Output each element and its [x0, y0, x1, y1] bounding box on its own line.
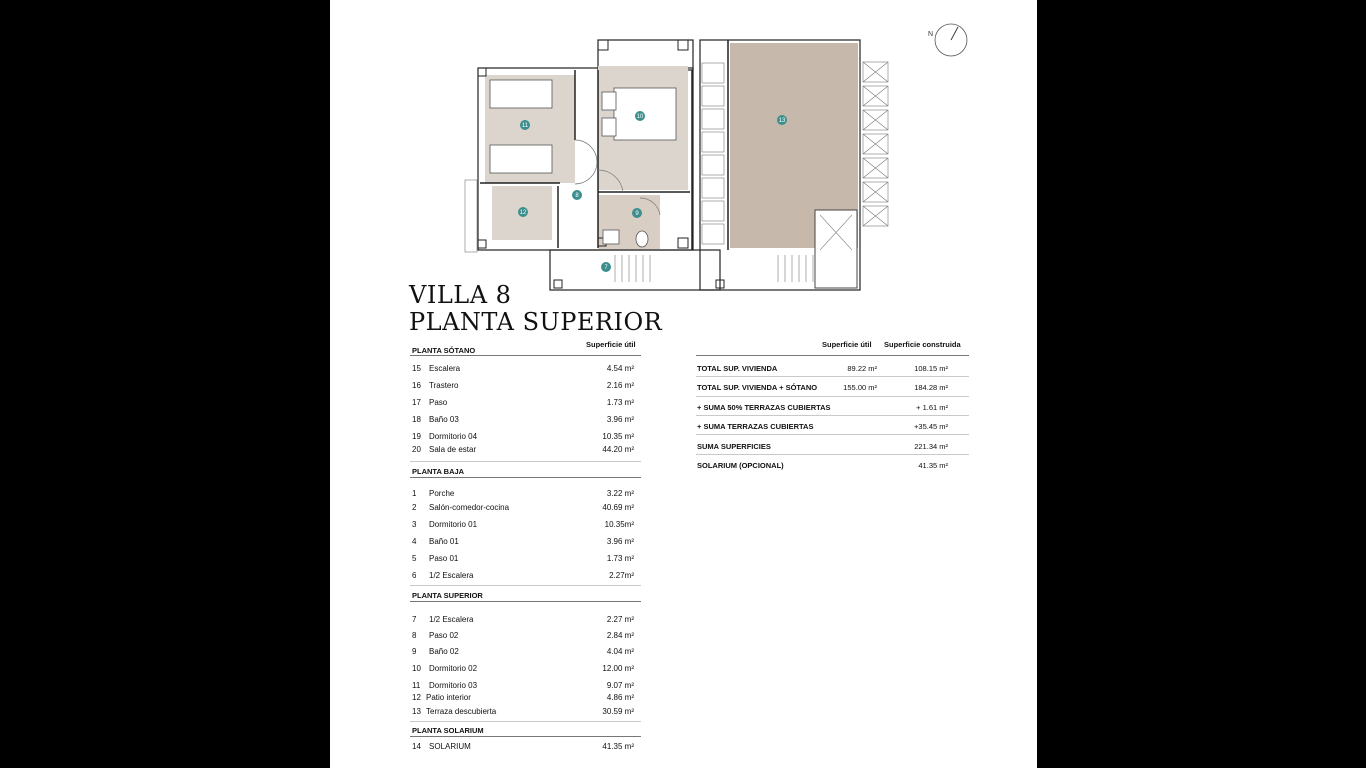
table-row: SOLARIUM (OPCIONAL) 41.35 m²: [697, 461, 948, 470]
divider: [696, 396, 969, 397]
table-row: 20 Sala de estar 44.20 m²: [412, 445, 634, 454]
table-row: TOTAL SUP. VIVIENDA + SÓTANO 155.00 m² 184.28 m²: [697, 383, 948, 392]
divider: [410, 461, 641, 462]
divider: [410, 477, 641, 478]
column-header-construida: Superficie construida: [884, 340, 961, 349]
table-row: 9 Baño 02 4.04 m²: [412, 647, 634, 656]
section-title: PLANTA BAJA: [412, 467, 465, 476]
divider: [410, 721, 641, 722]
plan-stair-wall: [550, 250, 720, 290]
bed-icon: [490, 145, 552, 173]
room-marker: [601, 262, 611, 272]
table-row: 10 Dormitorio 02 12.00 m²: [412, 664, 634, 673]
floor-plan: [330, 0, 1037, 300]
table-row: 12 Patio interior 4.86 m²: [412, 693, 634, 702]
table-row: 5 Paso 01 1.73 m²: [412, 554, 634, 563]
sink-icon: [603, 230, 619, 244]
divider: [696, 355, 969, 356]
divider: [410, 355, 641, 356]
section-title: PLANTA SÓTANO: [412, 346, 476, 355]
svg-text:13: 13: [778, 118, 786, 125]
section-title: PLANTA SUPERIOR: [412, 591, 483, 600]
compass-icon: [928, 24, 967, 56]
table-row: SUMA SUPERFICIES 221.34 m²: [697, 442, 948, 451]
document-page: [330, 0, 1037, 768]
room-marker: [635, 111, 645, 121]
divider: [410, 736, 641, 737]
table-row: + SUMA TERRAZAS CUBIERTAS +35.45 m²: [697, 422, 948, 431]
bed-icon: [490, 80, 552, 108]
room-marker: [777, 115, 787, 125]
table-row: 18 Baño 03 3.96 m²: [412, 415, 634, 424]
table-row: 8 Paso 02 2.84 m²: [412, 631, 634, 640]
divider: [410, 601, 641, 602]
table-row: 11 Dormitorio 03 9.07 m²: [412, 681, 634, 690]
svg-text:7: 7: [604, 265, 608, 272]
column-header-util: Superficie útil: [822, 340, 872, 349]
page-title: VILLA 8: [409, 281, 512, 309]
table-row: 6 1/2 Escalera 2.27m²: [412, 571, 634, 580]
table-row: + SUMA 50% TERRAZAS CUBIERTAS + 1.61 m²: [697, 403, 948, 412]
column-header-util: Superficie útil: [586, 340, 636, 349]
section-title: PLANTA SOLARIUM: [412, 726, 484, 735]
table-row: 4 Baño 01 3.96 m²: [412, 537, 634, 546]
table-row: 14 SOLARIUM 41.35 m²: [412, 742, 634, 751]
svg-text:11: 11: [521, 123, 529, 130]
divider: [410, 585, 641, 586]
toilet-icon: [636, 231, 648, 247]
svg-text:9: 9: [635, 211, 639, 218]
table-row: 3 Dormitorio 01 10.35m²: [412, 520, 634, 529]
table-row: 16 Trastero 2.16 m²: [412, 381, 634, 390]
room-marker: [572, 190, 582, 200]
plan-upper-wall: [598, 40, 693, 70]
table-row: 13 Terraza descubierta 30.59 m²: [412, 707, 634, 716]
table-row: 2 Salón-comedor-cocina 40.69 m²: [412, 503, 634, 512]
table-row: 15 Escalera 4.54 m²: [412, 364, 634, 373]
table-row: 17 Paso 1.73 m²: [412, 398, 634, 407]
room-marker: [520, 120, 530, 130]
divider: [696, 434, 969, 435]
pillow-icon: [602, 118, 616, 136]
svg-text:N: N: [928, 31, 934, 38]
divider: [696, 376, 969, 377]
svg-text:10: 10: [636, 114, 644, 121]
page-subtitle: PLANTA SUPERIOR: [409, 308, 663, 336]
svg-text:12: 12: [519, 210, 527, 217]
door-swing: [575, 140, 597, 184]
bed-icon: [614, 88, 676, 140]
pillow-icon: [602, 92, 616, 110]
table-row: TOTAL SUP. VIVIENDA 89.22 m² 108.15 m²: [697, 364, 948, 373]
table-row: 7 1/2 Escalera 2.27 m²: [412, 615, 634, 624]
room-marker: [632, 208, 642, 218]
room-marker: [518, 207, 528, 217]
table-row: 19 Dormitorio 04 10.35 m²: [412, 432, 634, 441]
svg-text:8: 8: [575, 193, 579, 200]
divider: [696, 454, 969, 455]
table-row: 1 Porche 3.22 m²: [412, 489, 634, 498]
divider: [696, 415, 969, 416]
